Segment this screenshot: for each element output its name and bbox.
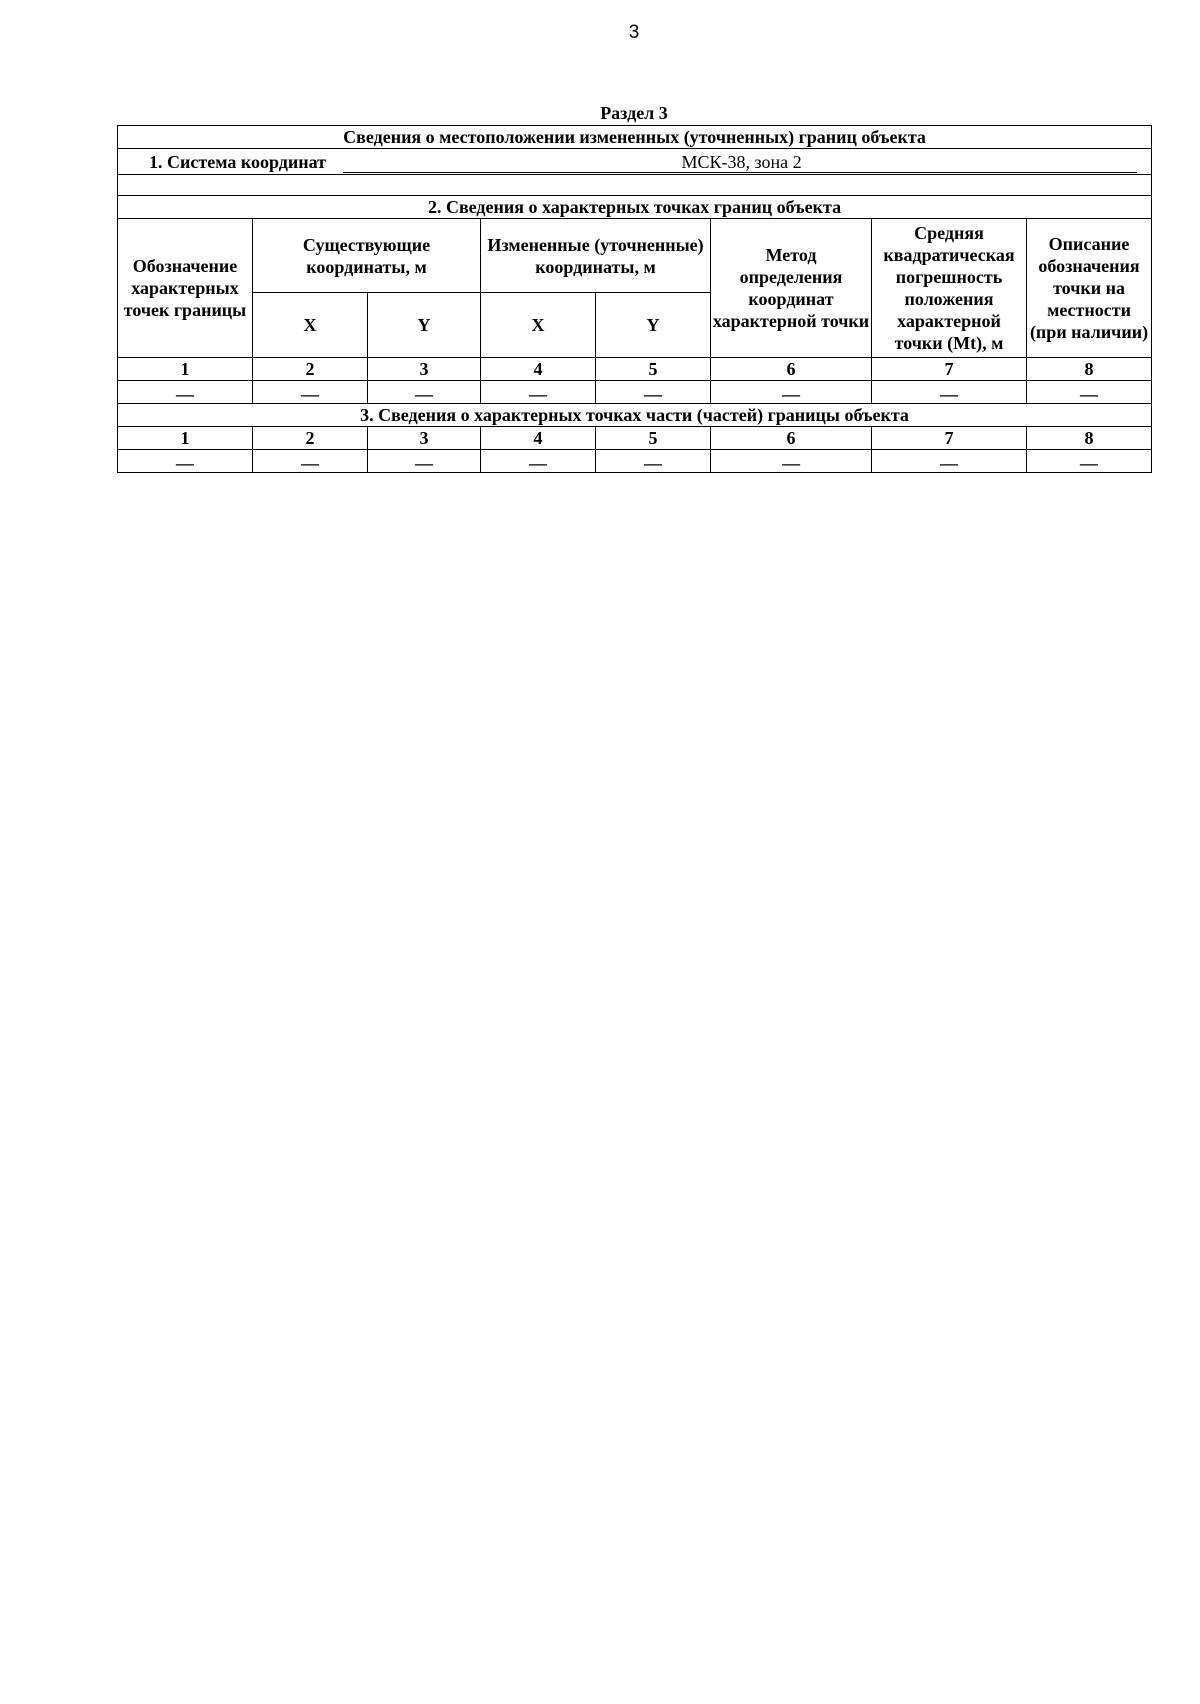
header-y-existing: Y bbox=[368, 293, 481, 358]
header-error: Средняя квадратическая погрешность положения характерной точки (Mt), м bbox=[872, 219, 1027, 358]
table-cell: — bbox=[711, 450, 872, 473]
table-cell: — bbox=[481, 450, 596, 473]
subsection2-title: 2. Сведения о характерных точках границ объекта bbox=[118, 196, 1152, 219]
table-cell: — bbox=[368, 450, 481, 473]
table-cell: — bbox=[253, 450, 368, 473]
column-number: 8 bbox=[1027, 427, 1152, 450]
table-title: Сведения о местоположении измененных (уточненных) границ объекта bbox=[118, 126, 1152, 149]
column-number: 3 bbox=[368, 358, 481, 381]
column-number: 2 bbox=[253, 358, 368, 381]
column-number: 7 bbox=[872, 358, 1027, 381]
blank-row bbox=[118, 175, 1152, 196]
header-changed-coords: Измененные (уточненные) координаты, м bbox=[481, 219, 711, 293]
column-number: 1 bbox=[118, 427, 253, 450]
page-number: 3 bbox=[628, 22, 640, 43]
header-method: Метод определения координат характерной точки bbox=[711, 219, 872, 358]
table-cell: — bbox=[253, 381, 368, 404]
table-cell: — bbox=[481, 381, 596, 404]
table-cell: — bbox=[872, 450, 1027, 473]
column-number: 6 bbox=[711, 427, 872, 450]
coordinate-system-label: 1. Система координат bbox=[149, 151, 326, 172]
table-cell: — bbox=[368, 381, 481, 404]
column-numbers-row bbox=[118, 358, 1152, 381]
header-designation: Обозначение характерных точек границы bbox=[118, 219, 253, 358]
column-number: 1 bbox=[118, 358, 253, 381]
column-number: 4 bbox=[481, 358, 596, 381]
table-cell: — bbox=[596, 381, 711, 404]
column-number: 6 bbox=[711, 358, 872, 381]
header-y-changed: Y bbox=[596, 293, 711, 358]
column-number: 8 bbox=[1027, 358, 1152, 381]
header-description: Описание обозначения точки на местности (при наличии) bbox=[1027, 219, 1152, 358]
subsection3-column-numbers-row bbox=[118, 427, 1152, 450]
table-cell: — bbox=[872, 381, 1027, 404]
header-x-existing: X bbox=[253, 293, 368, 358]
boundary-points-table bbox=[117, 125, 1152, 473]
table-cell: — bbox=[118, 450, 253, 473]
coordinate-system-row bbox=[118, 149, 1152, 175]
table-row bbox=[118, 450, 1152, 473]
section-title: Раздел 3 bbox=[600, 103, 668, 123]
column-number: 5 bbox=[596, 358, 711, 381]
coordinate-system-value: МСК-38, зона 2 bbox=[343, 152, 1137, 173]
table-cell: — bbox=[596, 450, 711, 473]
table-cell: — bbox=[1027, 450, 1152, 473]
header-x-changed: X bbox=[481, 293, 596, 358]
header-existing-coords: Существующие координаты, м bbox=[253, 219, 481, 293]
column-number: 2 bbox=[253, 427, 368, 450]
column-number: 5 bbox=[596, 427, 711, 450]
table-cell: — bbox=[711, 381, 872, 404]
column-number: 4 bbox=[481, 427, 596, 450]
column-number: 7 bbox=[872, 427, 1027, 450]
column-number: 3 bbox=[368, 427, 481, 450]
table-row bbox=[118, 381, 1152, 404]
subsection3-title: 3. Сведения о характерных точках части (частей) границы объекта bbox=[118, 404, 1152, 427]
table-cell: — bbox=[1027, 381, 1152, 404]
table-cell: — bbox=[118, 381, 253, 404]
